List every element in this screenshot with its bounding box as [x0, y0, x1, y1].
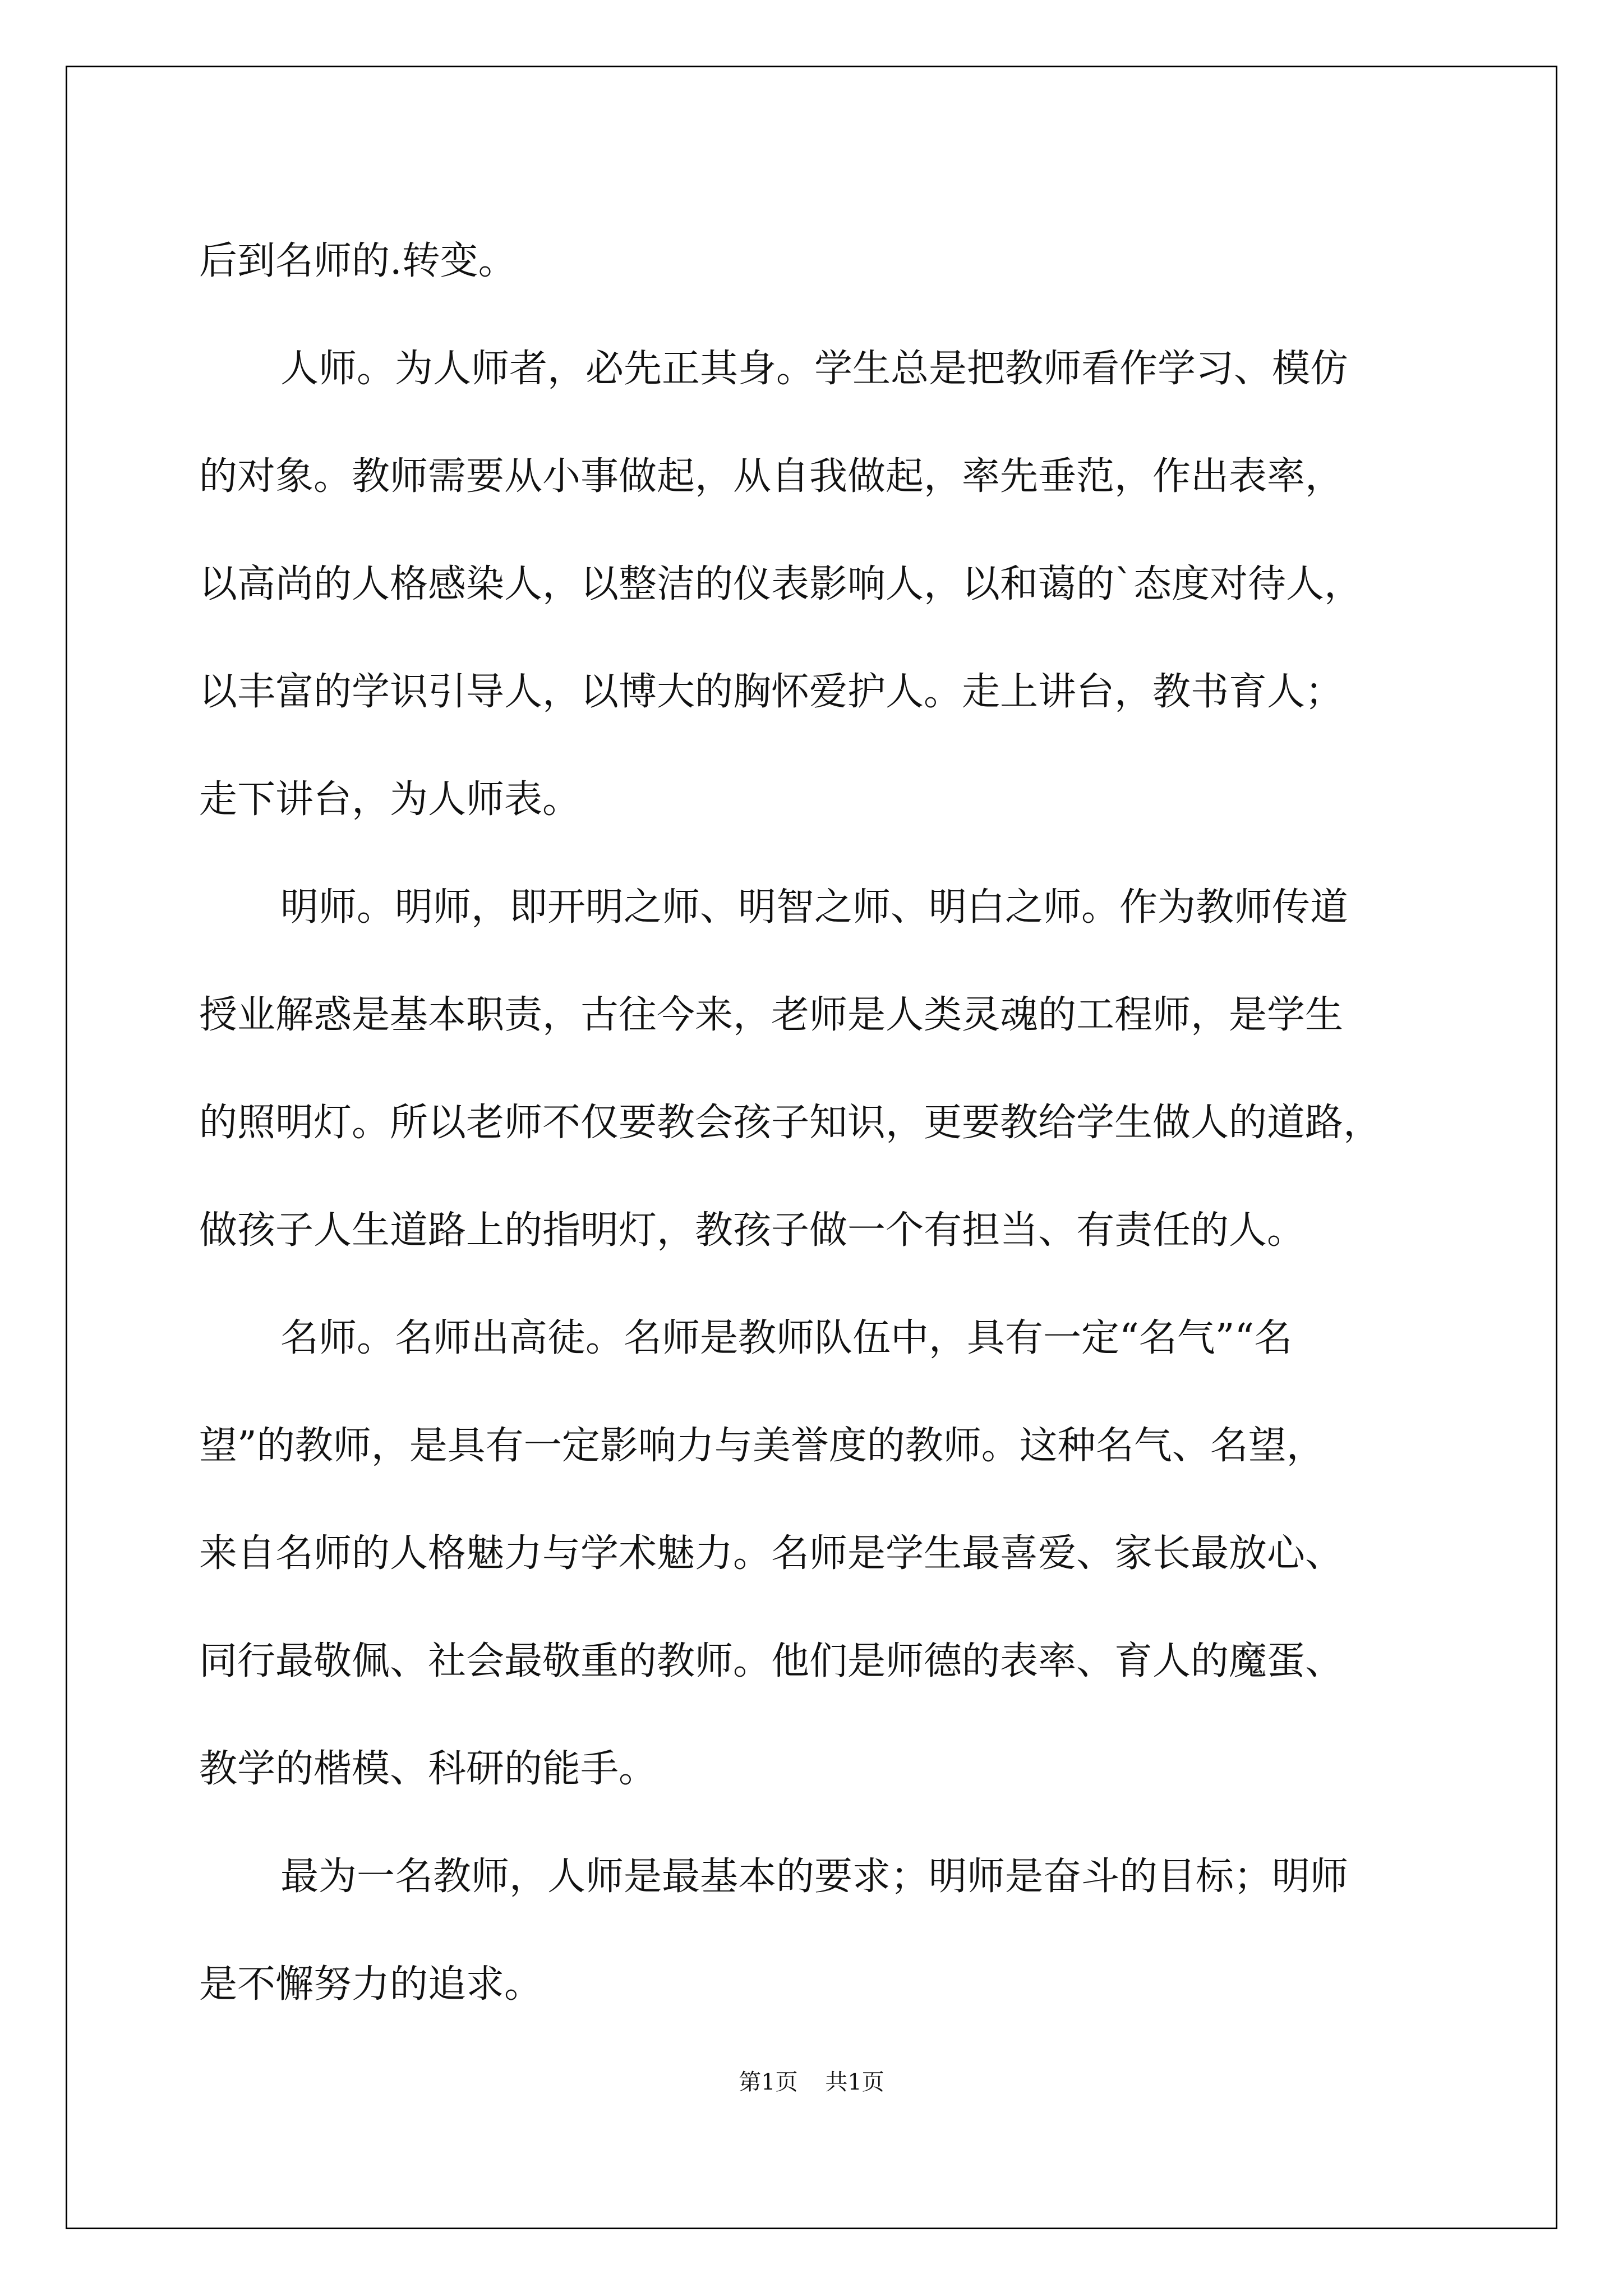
text-line: 后到名师的.转变。 [199, 239, 517, 283]
text-line: 教学的楷模、科研的能手。 [199, 1747, 657, 1791]
text-line: 走下讲台，为人师表。 [199, 777, 581, 822]
paragraph-start-line: 名师。名师出高徒。名师是教师队伍中，具有一定“名气”“名 [280, 1316, 1293, 1360]
text-line: 望”的教师，是具有一定影响力与美誉度的教师。这种名气、名望， [199, 1424, 1325, 1468]
text-line: 来自名师的人格魅力与学术魅力。名师是学生最喜爱、家长最放心、 [199, 1531, 1344, 1576]
page-number-current: 第1页 [739, 2069, 798, 2095]
paragraph-start-line: 人师。为人师者，必先正其身。学生总是把教师看作学习、模仿 [280, 347, 1349, 391]
text-line: 以丰富的学识引导人，以博大的胸怀爱护人。走上讲台，教书育人； [199, 670, 1344, 714]
page-footer [0, 2064, 1623, 2096]
text-line: 以高尚的人格感染人，以整洁的仪表影响人，以和蔼的`态度对待人， [199, 562, 1363, 606]
text-line: 是不懈努力的追求。 [199, 1962, 543, 2007]
text-line: 的照明灯。所以老师不仅要教会孩子知识，更要教给学生做人的道路， [199, 1101, 1382, 1145]
document-body [199, 208, 1478, 2039]
text-line: 授业解惑是基本职责，古往今来，老师是人类灵魂的工程师，是学生 [199, 993, 1344, 1037]
text-line: 做孩子人生道路上的指明灯，教孩子做一个有担当、有责任的人。 [199, 1208, 1306, 1253]
text-line: 同行最敬佩、社会最敬重的教师。他们是师德的表率、育人的魔蛋、 [199, 1639, 1344, 1683]
page-number-total: 共1页 [825, 2069, 884, 2095]
paragraph-start-line: 明师。明师，即开明之师、明智之师、明白之师。作为教师传道 [280, 885, 1349, 930]
paragraph-start-line: 最为一名教师，人师是最基本的要求；明师是奋斗的目标；明师 [280, 1855, 1349, 1899]
text-line: 的对象。教师需要从小事做起，从自我做起，率先垂范，作出表率， [199, 454, 1344, 499]
